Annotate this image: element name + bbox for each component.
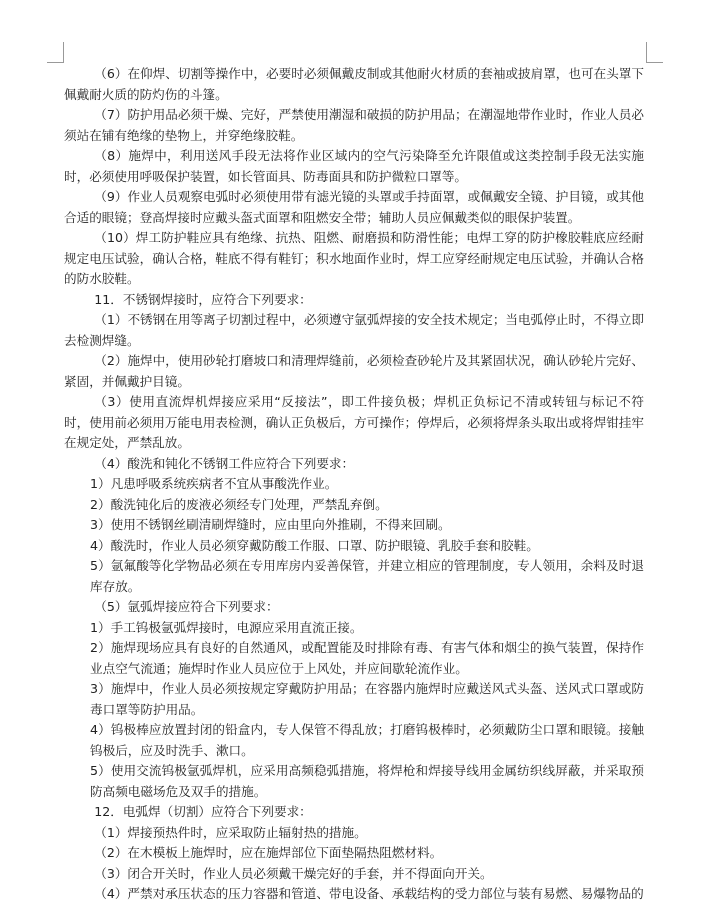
paragraph: 1）凡患呼吸系统疾病者不宜从事酸洗作业。 (90, 476, 338, 491)
paragraph: （9）作业人员观察电弧时必须使用带有滤光镜的头罩或手持面罩，或佩戴安全镜、护目镜，或其他合适的眼镜；登高焊接时应戴头盔式面罩和阻燃安全带；辅助人员应佩戴类似的眼保护装置。 (64, 189, 644, 225)
paragraph: 2）施焊现场应具有良好的自然通风，或配置能及时排除有毒、有害气体和烟尘的换气装置，保持作业点空气流通；施焊时作业人员应位于上风处，并应间歇轮流作业。 (90, 640, 644, 676)
document-body (64, 64, 644, 905)
paragraph: 3）使用不锈钢丝刷清刷焊缝时，应由里向外推刷，不得来回刷。 (90, 517, 451, 532)
paragraph: （3）使用直流焊机焊接应采用“反接法”，即工件接负极；焊机正负标记不清或转钮与标记不符时，使用前必须用万能电用表检测，确认正负极后，方可操作；停焊后，必须将焊条头取出或将焊钳挂牢在规定处，严禁乱放。 (64, 394, 644, 450)
paragraph: （8）施焊中，利用送风手段无法将作业区域内的空气污染降至允许限值或这类控制手段无法实施时，必须使用呼吸保护装置，如长管面具、防毒面具和防护微粒口罩等。 (64, 148, 644, 184)
margin-corner-mark-right (646, 42, 663, 63)
paragraph: 3）施焊中，作业人员必须按规定穿戴防护用品；在容器内施焊时应戴送风式头盔、送风式口罩或防毒口罩等防护用品。 (90, 681, 644, 717)
paragraph: 11．不锈钢焊接时，应符合下列要求： (94, 291, 312, 307)
paragraph: （10）焊工防护鞋应具有绝缘、抗热、阻燃、耐磨损和防滑性能；电焊工穿的防护橡胶鞋底应经耐规定电压试验，确认合格，鞋底不得有鞋钉；积水地面作业时，焊工应穿经耐规定电压试验，并确认合格的防水胶鞋。 (64, 230, 644, 286)
paragraph: （2）在木模板上施焊时，应在施焊部位下面垫隔热阻燃材料。 (94, 845, 443, 860)
margin-corner-mark-left (47, 42, 64, 63)
paragraph: （4）严禁对承压状态的压力容器和管道、带电设备、承载结构的受力部位与装有易燃、易爆物品的 (94, 886, 644, 901)
paragraph: 5）氩氟酸等化学物品必须在专用库房内妥善保管，并建立相应的管理制度，专人领用，余料及时退库存放。 (90, 558, 644, 594)
paragraph: 1）手工钨极氩弧焊接时，电源应采用直流正接。 (90, 619, 363, 635)
paragraph: 5）使用交流钨极氩弧焊机，应采用高频稳弧措施，将焊枪和焊接导线用金属纺织线屏蔽，并采取预防高频电磁场危及双手的措施。 (90, 763, 644, 799)
paragraph: （2）施焊中，使用砂轮打磨坡口和清理焊缝前，必须检查砂轮片及其紧固状况，确认砂轮片完好、紧固，并佩戴护目镜。 (64, 353, 644, 389)
paragraph: （5）氩弧焊接应符合下列要求： (94, 599, 279, 614)
paragraph: （1）焊接预热件时，应采取防止辐射热的措施。 (94, 824, 367, 840)
paragraph: 12．电弧焊（切割）应符合下列要求： (94, 804, 312, 819)
paragraph: （6）在仰焊、切割等操作中，必要时必须佩戴皮制或其他耐火材质的套袖或披肩罩，也可在头罩下佩戴耐火质的防灼伤的斗篷。 (64, 66, 644, 102)
paragraph: （3）闭合开关时，作业人员必须戴干燥完好的手套，并不得面向开关。 (94, 865, 493, 881)
paragraph: 2）酸洗钝化后的废液必须经专门处理，严禁乱弃倒。 (90, 496, 388, 512)
paragraph: （1）不锈钢在用等离子切割过程中，必须遵守氩弧焊接的安全技术规定；当电弧停止时，不得立即去检测焊缝。 (64, 312, 644, 348)
paragraph: （4）酸洗和钝化不锈钢工件应符合下列要求： (94, 455, 355, 471)
paragraph: 4）酸洗时，作业人员必须穿戴防酸工作服、口罩、防护眼镜、乳胶手套和胶鞋。 (90, 537, 539, 553)
paragraph: 4）钨极棒应放置封闭的铅盒内，专人保管不得乱放；打磨钨极棒时，必须戴防尘口罩和眼镜。接触钨极后，应及时洗手、漱口。 (90, 722, 644, 758)
paragraph: （7）防护用品必须干燥、完好，严禁使用潮湿和破损的防护用品；在潮湿地带作业时，作业人员必须站在铺有绝缘的垫物上，并穿绝缘胶鞋。 (64, 107, 644, 143)
